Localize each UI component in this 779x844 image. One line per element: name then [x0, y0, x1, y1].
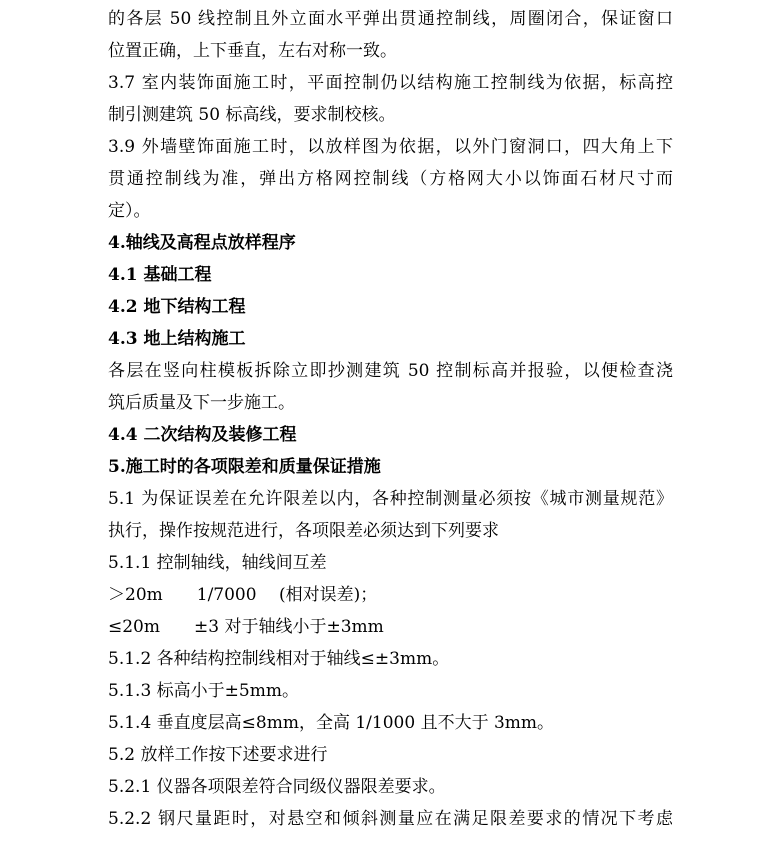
subsection-heading: 4.2 地下结构工程: [108, 297, 246, 317]
subsection-heading: 4.4 二次结构及装修工程: [108, 425, 297, 445]
subsection-heading: 4.3 地上结构施工: [108, 329, 246, 349]
text-line: 位置正确，上下垂直，左右对称一致。: [108, 41, 397, 61]
text-line: 5.2 放样工作按下述要求进行: [108, 745, 328, 765]
text-line: 3.9 外墙壁饰面施工时，以放样图为依据，以外门窗洞口，四大角上下: [108, 137, 673, 157]
section-heading: 4.轴线及高程点放样程序: [108, 233, 296, 253]
text-line: 5.2.2 钢尺量距时，对悬空和倾斜测量应在满足限差要求的情况下考虑: [108, 809, 673, 829]
text-line: 5.1.3 标高小于±5mm。: [108, 681, 299, 701]
text-line: 5.1.2 各种结构控制线相对于轴线≤±3mm。: [108, 649, 450, 669]
text-line: 5.2.1 仪器各项限差符合同级仪器限差要求。: [108, 777, 446, 797]
text-line: ≤20m ±3 对于轴线小于±3mm: [108, 617, 384, 637]
text-line: 贯通控制线为准，弹出方格网控制线（方格网大小以饰面石材尺寸而: [108, 169, 673, 189]
text-line: 5.1 为保证误差在允许限差以内，各种控制测量必须按《城市测量规范》: [108, 489, 673, 509]
text-line: 制引测建筑 50 标高线，要求制校核。: [108, 105, 396, 125]
text-line: 5.1.4 垂直度层高≤8mm，全高 1/1000 且不大于 3mm。: [108, 713, 555, 733]
text-line: 定）。: [108, 201, 151, 221]
text-line: 5.1.1 控制轴线，轴线间互差: [108, 553, 327, 573]
text-line: ＞20m 1/7000 (相对误差)；: [108, 585, 378, 605]
subsection-heading: 4.1 基础工程: [108, 265, 212, 285]
text-line: 的各层 50 线控制且外立面水平弹出贯通控制线，周圈闭合，保证窗口: [108, 9, 673, 29]
text-line: 执行，操作按规范进行，各项限差必须达到下列要求: [108, 521, 499, 541]
text-line: 筑后质量及下一步施工。: [108, 393, 295, 413]
section-heading: 5.施工时的各项限差和质量保证措施: [108, 457, 381, 477]
text-line: 各层在竖向柱模板拆除立即抄测建筑 50 控制标高并报验，以便检查浇: [108, 361, 673, 381]
text-line: 3.7 室内装饰面施工时，平面控制仍以结构施工控制线为依据，标高控: [108, 73, 673, 93]
